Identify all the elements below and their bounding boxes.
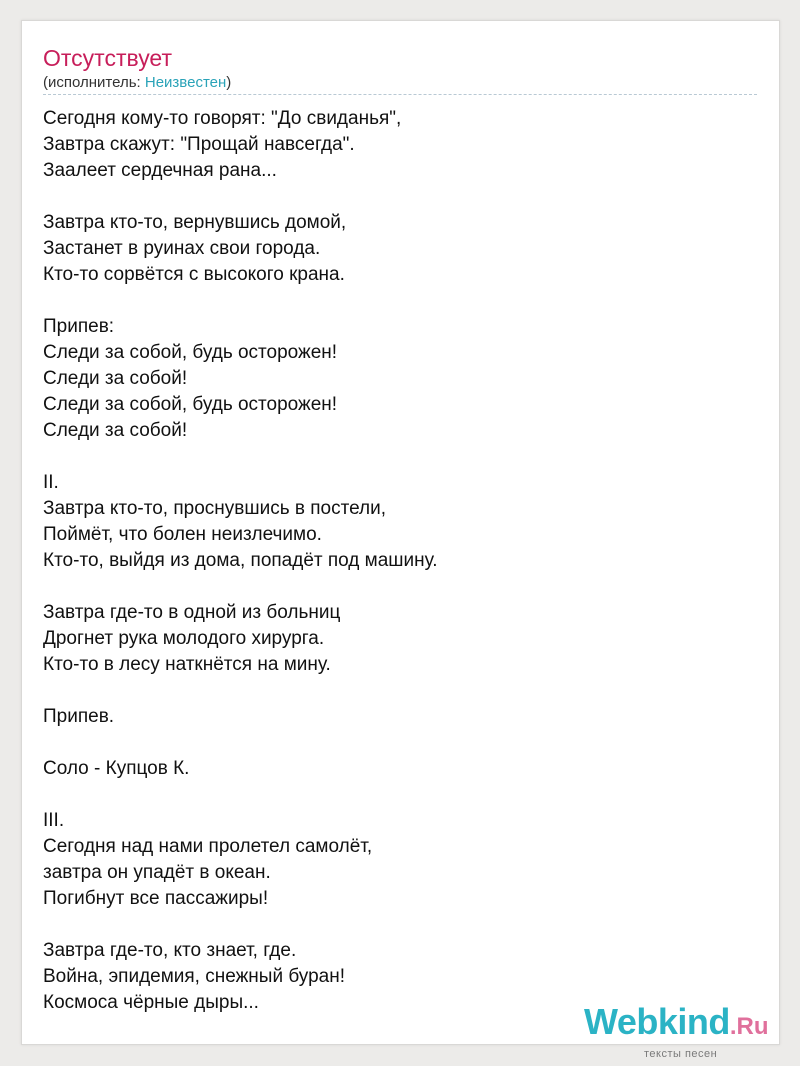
logo-main-text: Webkind xyxy=(584,1001,730,1042)
lyric-line: завтра он упадёт в океан. xyxy=(43,862,271,883)
lyric-line: Завтра где-то в одной из больниц xyxy=(43,602,341,623)
stanza-break xyxy=(43,184,743,210)
logo-tld-text: .Ru xyxy=(729,1013,769,1040)
lyric-line: Припев. xyxy=(43,706,115,727)
stanza-break xyxy=(43,782,743,808)
lyric-line: Космоса чёрные дыры... xyxy=(43,992,259,1013)
lyric-line: Поймёт, что болен неизлечимо. xyxy=(43,524,322,545)
lyric-line: Застанет в руинах свои города. xyxy=(43,238,321,259)
lyrics-text xyxy=(43,106,743,1016)
lyric-line: Припев: xyxy=(43,316,115,337)
lyric-line: Следи за собой! xyxy=(43,368,188,389)
lyric-line: Сегодня над нами пролетел самолёт, xyxy=(43,836,373,857)
lyric-line: II. xyxy=(43,472,59,493)
artist-suffix: ) xyxy=(226,74,232,91)
stanza-break xyxy=(43,912,743,938)
artist-link[interactable]: Неизвестен xyxy=(144,74,227,91)
song-title: Отсутствует xyxy=(43,45,172,71)
lyric-line: Война, эпидемия, снежный буран! xyxy=(43,966,345,987)
webkind-logo[interactable] xyxy=(584,1001,769,1060)
stanza-break xyxy=(43,444,743,470)
logo-subtitle: тексты песен xyxy=(644,1048,718,1060)
stanza-break xyxy=(43,678,743,704)
artist-prefix: (исполнитель: xyxy=(43,74,145,91)
artist-line xyxy=(43,73,231,93)
stanza-break xyxy=(43,730,743,756)
stanza-break xyxy=(43,288,743,314)
lyric-line: Кто-то сорвётся с высокого крана. xyxy=(43,264,345,285)
lyric-line: Сегодня кому-то говорят: "До свиданья", xyxy=(43,108,402,129)
lyric-line: Следи за собой, будь осторожен! xyxy=(43,342,338,363)
lyric-line: Погибнут все пассажиры! xyxy=(43,888,269,909)
lyric-line: Завтра где-то, кто знает, где. xyxy=(43,940,297,961)
lyric-line: Дрогнет рука молодого хирурга. xyxy=(43,628,325,649)
title-divider xyxy=(43,94,757,95)
lyric-line: Заалеет сердечная рана... xyxy=(43,160,277,181)
lyric-line: Следи за собой, будь осторожен! xyxy=(43,394,338,415)
lyric-line: Завтра скажут: "Прощай навсегда". xyxy=(43,134,355,155)
lyric-line: III. xyxy=(43,810,65,831)
lyric-line: Завтра кто-то, вернувшись домой, xyxy=(43,212,347,233)
lyric-line: Следи за собой! xyxy=(43,420,188,441)
lyric-line: Кто-то, выйдя из дома, попадёт под машину. xyxy=(43,550,438,571)
stanza-break xyxy=(43,574,743,600)
lyrics-page xyxy=(21,20,780,1060)
lyric-line: Кто-то в лесу наткнётся на мину. xyxy=(43,654,331,675)
lyric-line: Соло - Купцов К. xyxy=(43,758,190,779)
lyric-line: Завтра кто-то, проснувшись в постели, xyxy=(43,498,387,519)
